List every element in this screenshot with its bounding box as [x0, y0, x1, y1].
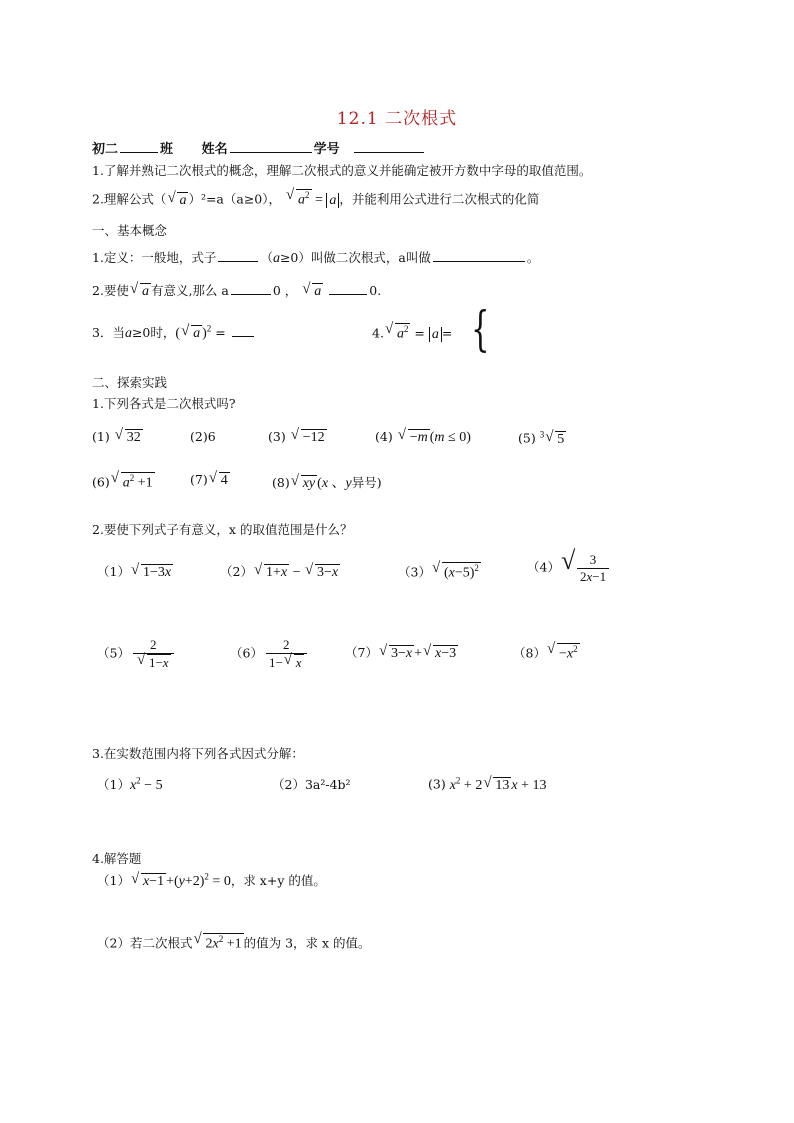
sqrt-neg-x-squared: √ $-x^2$ [546, 641, 578, 662]
sqrt-a-squared-2: √ $a^2$ [384, 321, 409, 342]
s2-q2-item-2: （2） √ 1+x − √ 3−x [220, 562, 339, 580]
s2-q2-item-5 [97, 637, 177, 671]
s2-q4-item-2 [97, 933, 371, 953]
sqrt-x-minus-1: √ x−1 [130, 871, 165, 889]
sqrt-x-minus-5-squared: √ $(x-5)^2$ [431, 560, 479, 581]
item-label: （8） [513, 645, 546, 661]
def-text-b: （ [260, 250, 273, 265]
frac-2-over-sqrt-1-minus-x: 2 √ 1−x [133, 637, 174, 671]
sqrt-a-3: √ a [302, 281, 322, 299]
goal-2: 2.理解公式（ √ a ）²=a（a≥0）， √ $a^2 = a$ ，并能利用公式进行二次根式的化简 [92, 187, 540, 208]
q3-text-c: = [215, 325, 226, 340]
sqrt-x-minus-3: √ x−3 [422, 643, 457, 661]
sqrt-a-squared: √ $a^2$ [286, 187, 310, 208]
goal-2-text-b: ）²=a（a≥0）， [188, 191, 282, 207]
student-info-line [92, 138, 426, 157]
item-label: (8) [272, 475, 290, 490]
def-blank-1[interactable] [218, 249, 258, 262]
q3-line [92, 323, 256, 342]
q2-blank-2[interactable] [329, 282, 367, 295]
s2-q3-item-3: (3) $x^2 + 2$ √ 13 x + 13 [428, 774, 547, 793]
q4-line: 4. √ $a^2 = a$ = [372, 321, 453, 342]
def-text-c: ≥0）叫做二次根式，a叫做 [279, 250, 431, 265]
name-blank[interactable] [230, 140, 312, 153]
s2-q2-item-8 [513, 643, 580, 663]
item-label: （2）若二次根式 [97, 935, 193, 951]
q4-1-tail: ，求 x+y 的值。 [230, 873, 326, 888]
q2-blank-1[interactable] [231, 282, 271, 295]
frac-2-over-1-minus-sqrt-x: 2 1− √ x [266, 637, 307, 671]
sqrt-a-paren-squared: ( √ a )$^2$ [175, 323, 212, 341]
section-2-title: 二、探索实践 [92, 375, 168, 390]
item-label: (1) [92, 429, 110, 444]
sqrt-neg-m: √ −m [397, 427, 428, 445]
item-label: （6） [230, 645, 263, 661]
goal-2-text-c: ，并能利用公式进行二次根式的化简 [339, 191, 540, 207]
s2-q2-item-4 [527, 546, 612, 585]
item-label: (3) [268, 429, 286, 444]
sqrt-3-minus-x: √ 3−x [304, 562, 339, 580]
s2-q3-title: 3.在实数范围内将下列各式因式分解： [92, 746, 304, 761]
s2-q1-item-3 [268, 429, 327, 446]
definition-line [92, 248, 539, 267]
s2-q4-title: 4.解答题 [92, 851, 142, 866]
item-label: （2） [220, 564, 253, 579]
sqrt-2x2-plus-1: √ $2x^2 +1$ [193, 931, 242, 952]
item-8-tail: 异号) [351, 475, 382, 490]
section-1-title: 一、基本概念 [92, 223, 168, 238]
sqrt-xy: √ xy [290, 473, 316, 491]
s2-q1-item-8: (8) √ xy (x 、y异号) [272, 473, 382, 491]
sqrt-4: √ 4 [208, 470, 228, 488]
var-a-2: a [124, 326, 132, 341]
item-label: (4) [375, 429, 393, 444]
s2-q2-title: 2.要使下列式子有意义，x 的取值范围是什么？ [92, 522, 353, 537]
s2-q1-item-7 [190, 472, 230, 489]
s2-q1-item-2: (2)6 [190, 429, 216, 444]
id-label: 学号 [313, 142, 340, 157]
piecewise-brace: { [471, 301, 490, 357]
q2-text-a: 2.要使 [92, 283, 129, 298]
id-blank[interactable] [354, 140, 424, 153]
item-label: (5) [518, 430, 536, 446]
sqrt-neg-12: √ −12 [290, 427, 325, 445]
item-label: （3） [398, 564, 431, 580]
def-text-d: 。 [526, 250, 540, 265]
item-label: (3) [428, 776, 446, 792]
item-label: （7） [345, 645, 378, 660]
var-a: a [272, 251, 280, 266]
q3-text-a: 3．当 [92, 325, 125, 340]
s2-q2-item-1 [97, 562, 173, 581]
class-blank[interactable] [120, 140, 158, 153]
s2-q1-item-1 [92, 429, 143, 446]
item-label: (6) [92, 474, 110, 490]
q2-text-c: 0 ， [272, 283, 298, 298]
q3-blank[interactable] [232, 324, 254, 337]
item-label: （1） [97, 564, 130, 579]
s2-q1-item-6 [92, 472, 155, 492]
s2-q3-item-1: $(1)x^2 - 5$ [97, 775, 163, 793]
name-label: 姓名 [201, 142, 228, 157]
item-label: （4） [527, 559, 560, 575]
s2-q4-item-1: （1） √ $x-1 +(y+2)^2 = 0$，求 x+y 的值。 [97, 871, 326, 889]
s2-q2-item-6 [230, 637, 310, 671]
sqrt-1-plus-x: √ 1+x [253, 562, 288, 580]
class-prefix: 初二 [92, 142, 119, 157]
item-label: （1） [97, 777, 130, 792]
sqrt-a2-plus-1: √ $a^2 +1$ [110, 470, 153, 491]
s2-q2-item-3 [398, 562, 481, 582]
class-label: 班 [160, 142, 174, 157]
sqrt-3-minus-x-2: √ 3−x [378, 643, 413, 661]
s2-q1-item-5: (5) $^3$ √ 5 [518, 428, 565, 447]
s2-q1-title: 1.下列各式是二次根式吗? [92, 396, 236, 411]
s2-q2-item-7: （7） √ 3−x + √ x−3 [345, 643, 457, 661]
def-blank-2[interactable] [433, 249, 525, 262]
s2-q3-item-2: （2）3a²-4b² [272, 777, 351, 792]
sqrt-1-minus-3x: √ 1−3x [130, 562, 172, 580]
goal-2-text-a: 2.理解公式（ [92, 191, 167, 207]
page-title: 12.1 二次根式 [336, 109, 458, 129]
s2-q1-item-4: (4) √ −m (m ≤ 0) [375, 427, 471, 445]
def-text-a: 1.定义：一般地，式子 [92, 250, 217, 265]
q4-2-tail: 的值为 3，求 x 的值。 [243, 935, 371, 951]
sqrt-32: √ 32 [114, 427, 141, 445]
q4-text-b: = [441, 325, 453, 341]
q3-text-b: ≥0时， [131, 325, 176, 340]
goal-1: 1.了解并熟记二次根式的概念，理解二次根式的意义并能确定被开方数中字母的取值范围。 [92, 163, 592, 178]
q2-text-d: 0. [369, 283, 382, 298]
q2-text-b: 有意义,那么 a [150, 283, 229, 298]
sqrt-3-over-2x-minus-1: √ $\frac{3}{2x-1}$ [561, 552, 612, 585]
item-label: （1） [97, 873, 130, 888]
item-label: （5） [97, 645, 130, 661]
sqrt-a: √ a [167, 189, 187, 208]
q2-line [92, 281, 381, 300]
item-label: (7) [190, 472, 208, 487]
q4-text-a: 4. [372, 325, 384, 341]
cbrt-5: √ 5 [545, 428, 565, 447]
sqrt-a-2: √ a [129, 281, 149, 299]
